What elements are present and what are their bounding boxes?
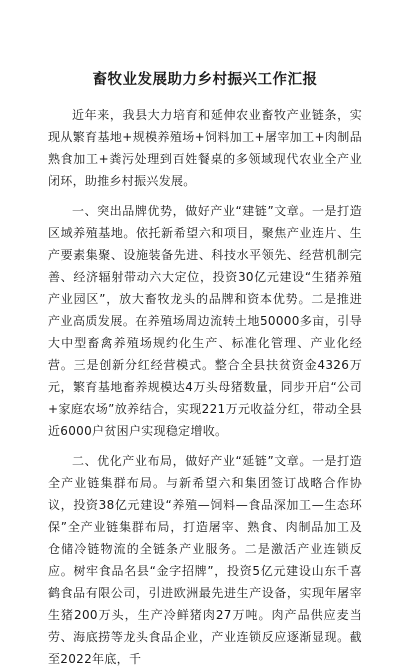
paragraph-intro: 近年来，我县大力培育和延伸农业畜牧产业链条，实现从繁育基地+规模养殖场+饲料加工+屠宰加工+肉制品熟食加工+粪污处理到百姓餐桌的多领域现代农业全产业闭环，助推乡村振兴发展。 bbox=[48, 108, 362, 188]
document-title: 畜牧业发展助力乡村振兴工作汇报 bbox=[92, 72, 318, 88]
paragraph-section-two: 二、优化产业布局，做好产业“延链”文章。一是打造全产业链集群布局。与新希望六和集团签订战略合作协议，投资38亿元建设“养殖—饲料—食品深加工—生态环保”全产业链集群布局，打造屠宰、熟食、肉制品加工及仓储冷链物流的全链条产业服务。二是激活产业连锁反应。树牢食品名县“金字招牌”，投资5亿元建设山东千喜鹤食品有限公司，引进欧洲最先进生产设备，实现年屠宰生猪200万头，生产冷鲜猪肉27万吨。肉产品供应麦当劳、海底捞等龙头食品企业，产业连锁反应逐渐显现。截至2022年底，千 bbox=[48, 454, 362, 666]
paragraph-section-one: 一、突出品牌优势，做好产业“建链”文章。一是打造区域养殖基地。依托新希望六和项目，聚焦产业连片、生产要素集聚、设施装备先进、科技水平领先、经营机制完善、经济辐射带动六大定位，投资30亿元建设“生猪养殖产业园区”，放大畜牧龙头的品牌和资本优势。二是推进产业高质发展。在养殖场周边流转土地50000多亩，引导大中型畜禽养殖场规约化生产、标准化管理、产业化经营。三是创新分红经营模式。整合全县扶贫资金4326万元，繁育基地畜养规模达4万头母猪数量，同步开启“公司+家庭农场”放养结合，实现221万元收益分红，带动全县近6000户贫困户实现稳定增收。 bbox=[48, 204, 362, 438]
